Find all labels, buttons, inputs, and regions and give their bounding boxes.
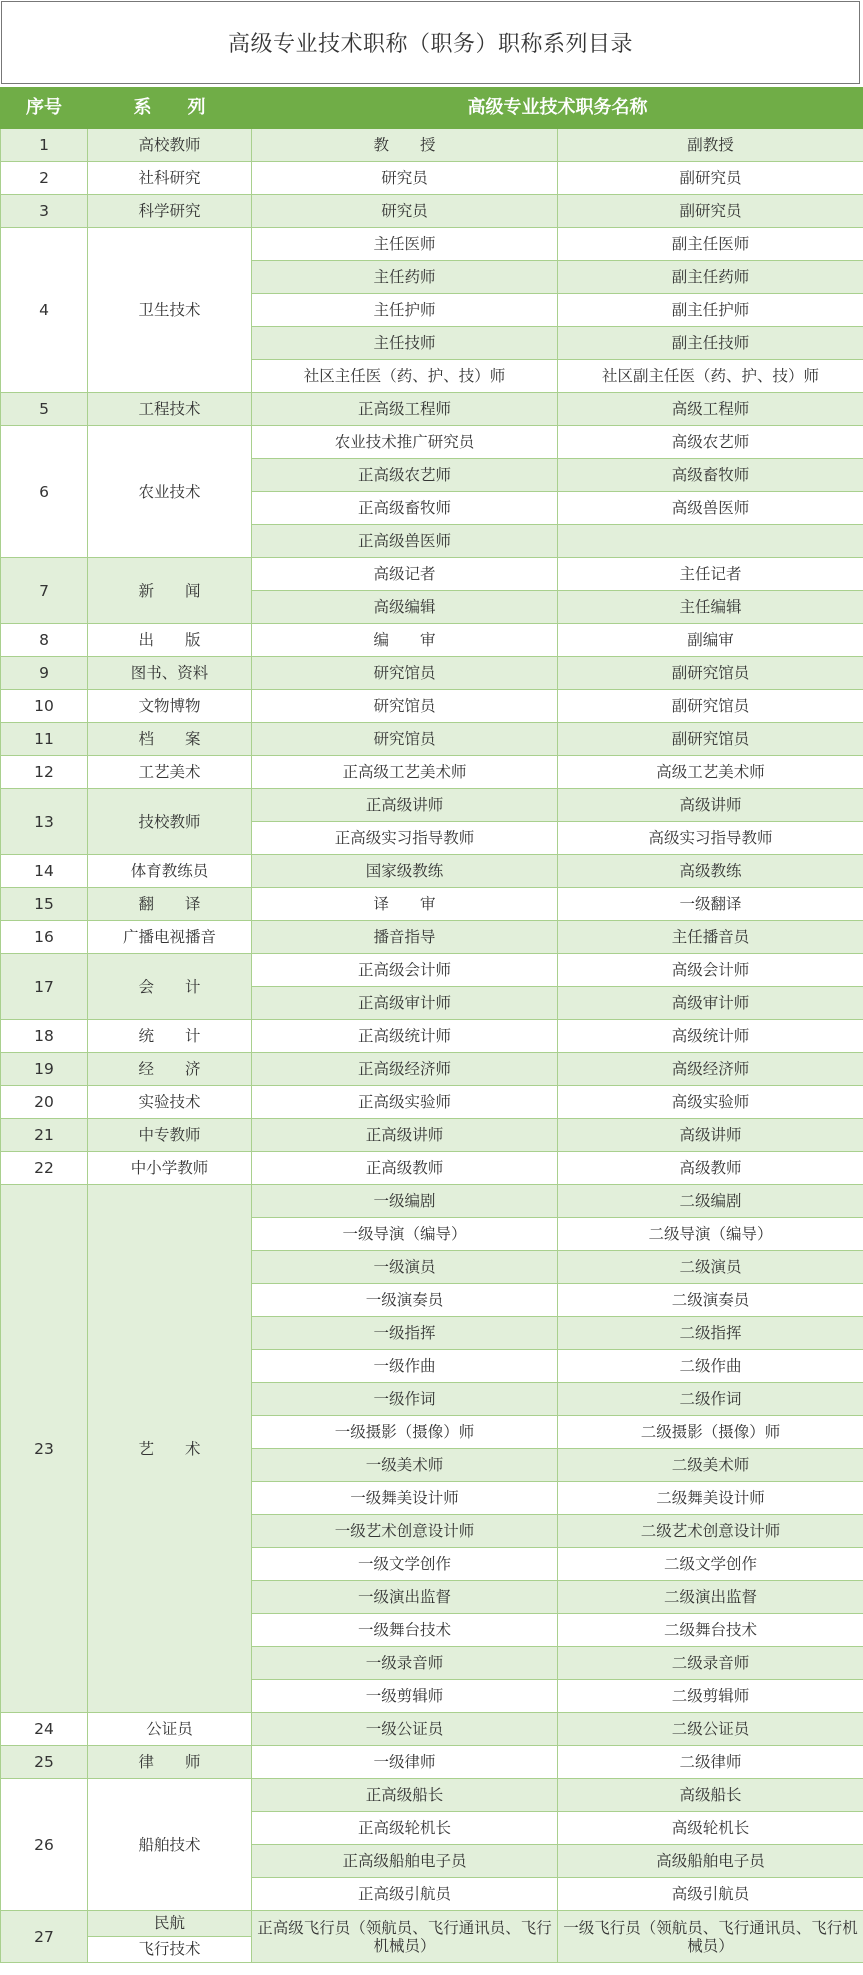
- table-row: [1, 1185, 863, 1218]
- table-row: [1, 393, 863, 426]
- seq-cell: 14: [1, 855, 88, 888]
- series-cell: 技校教师: [88, 789, 252, 855]
- senior-title-cell: 一级录音师: [252, 1647, 558, 1680]
- associate-title-cell: 副主任医师: [558, 228, 863, 261]
- associate-title-cell: 主任播音员: [558, 921, 863, 954]
- senior-title-cell: 一级作词: [252, 1383, 558, 1416]
- associate-title-cell: 高级船舶电子员: [558, 1845, 863, 1878]
- associate-title-cell: 主任记者: [558, 558, 863, 591]
- table-row: [1, 1119, 863, 1152]
- table-row: [1, 855, 863, 888]
- senior-title-cell: 正高级轮机长: [252, 1812, 558, 1845]
- series-cell: 中专教师: [88, 1119, 252, 1152]
- senior-title-cell: 一级导演（编导）: [252, 1218, 558, 1251]
- associate-title-cell: 二级舞台技术: [558, 1614, 863, 1647]
- series-cell: 中小学教师: [88, 1152, 252, 1185]
- series-cell: 高校教师: [88, 129, 252, 162]
- senior-title-cell: 教 授: [252, 129, 558, 162]
- header-series: 系 列: [88, 88, 252, 129]
- series-cell: 工艺美术: [88, 756, 252, 789]
- associate-title-cell: 副主任药师: [558, 261, 863, 294]
- table-row: [1, 1086, 863, 1119]
- senior-title-cell: 研究馆员: [252, 723, 558, 756]
- table-row: [1, 1746, 863, 1779]
- seq-cell: 8: [1, 624, 88, 657]
- associate-title-cell: 高级工艺美术师: [558, 756, 863, 789]
- associate-title-cell: 一级飞行员（领航员、飞行通讯员、飞行机械员）: [558, 1911, 863, 1963]
- table-header-row: [1, 88, 863, 129]
- table-row: [1, 954, 863, 987]
- series-cell: 会 计: [88, 954, 252, 1020]
- seq-cell: 13: [1, 789, 88, 855]
- associate-title-cell: 高级统计师: [558, 1020, 863, 1053]
- associate-title-cell: 高级畜牧师: [558, 459, 863, 492]
- associate-title-cell: 高级轮机长: [558, 1812, 863, 1845]
- series-cell: 出 版: [88, 624, 252, 657]
- series-cell: 卫生技术: [88, 228, 252, 393]
- seq-cell: 5: [1, 393, 88, 426]
- seq-cell: 9: [1, 657, 88, 690]
- senior-title-cell: 正高级教师: [252, 1152, 558, 1185]
- seq-cell: 25: [1, 1746, 88, 1779]
- senior-title-cell: 正高级会计师: [252, 954, 558, 987]
- associate-title-cell: 二级舞美设计师: [558, 1482, 863, 1515]
- associate-title-cell: 高级实习指导教师: [558, 822, 863, 855]
- associate-title-cell: 二级演出监督: [558, 1581, 863, 1614]
- senior-title-cell: 一级舞台技术: [252, 1614, 558, 1647]
- table-row: [1, 1053, 863, 1086]
- senior-title-cell: 研究员: [252, 195, 558, 228]
- senior-title-cell: 正高级飞行员（领航员、飞行通讯员、飞行机械员）: [252, 1911, 558, 1963]
- seq-cell: 7: [1, 558, 88, 624]
- senior-title-cell: 正高级审计师: [252, 987, 558, 1020]
- senior-title-cell: 编 审: [252, 624, 558, 657]
- senior-title-cell: 一级演出监督: [252, 1581, 558, 1614]
- senior-title-cell: 正高级经济师: [252, 1053, 558, 1086]
- seq-cell: 6: [1, 426, 88, 558]
- senior-title-cell: 一级剪辑师: [252, 1680, 558, 1713]
- page-title: 高级专业技术职称（职务）职称系列目录: [1, 1, 860, 84]
- series-cell: 船舶技术: [88, 1779, 252, 1911]
- senior-title-cell: 一级演员: [252, 1251, 558, 1284]
- seq-cell: 2: [1, 162, 88, 195]
- senior-title-cell: 研究员: [252, 162, 558, 195]
- senior-title-cell: 正高级实验师: [252, 1086, 558, 1119]
- table-row: [1, 789, 863, 822]
- associate-title-cell: 高级会计师: [558, 954, 863, 987]
- associate-title-cell: 副研究馆员: [558, 723, 863, 756]
- associate-title-cell: 二级公证员: [558, 1713, 863, 1746]
- associate-title-cell: 二级剪辑师: [558, 1680, 863, 1713]
- senior-title-cell: 主任护师: [252, 294, 558, 327]
- series-cell: 社科研究: [88, 162, 252, 195]
- seq-cell: 4: [1, 228, 88, 393]
- table-row: [1, 1911, 863, 1963]
- series-line: 飞行技术: [88, 1936, 251, 1962]
- table-row: [1, 162, 863, 195]
- seq-cell: 22: [1, 1152, 88, 1185]
- senior-title-cell: 研究馆员: [252, 657, 558, 690]
- senior-title-cell: 正高级引航员: [252, 1878, 558, 1911]
- associate-title-cell: 副研究员: [558, 195, 863, 228]
- associate-title-cell: 二级摄影（摄像）师: [558, 1416, 863, 1449]
- senior-title-cell: 正高级实习指导教师: [252, 822, 558, 855]
- series-cell: 新 闻: [88, 558, 252, 624]
- seq-cell: 24: [1, 1713, 88, 1746]
- associate-title-cell: 二级演员: [558, 1251, 863, 1284]
- senior-title-cell: 正高级讲师: [252, 789, 558, 822]
- series-cell: 翻 译: [88, 888, 252, 921]
- seq-cell: 18: [1, 1020, 88, 1053]
- header-position-names: 高级专业技术职务名称: [252, 88, 863, 129]
- seq-cell: 27: [1, 1911, 88, 1963]
- senior-title-cell: 主任医师: [252, 228, 558, 261]
- senior-title-cell: 国家级教练: [252, 855, 558, 888]
- senior-title-cell: 高级记者: [252, 558, 558, 591]
- senior-title-cell: 正高级统计师: [252, 1020, 558, 1053]
- associate-title-cell: 高级实验师: [558, 1086, 863, 1119]
- senior-title-cell: 正高级工艺美术师: [252, 756, 558, 789]
- associate-title-cell: 副研究馆员: [558, 657, 863, 690]
- associate-title-cell: 高级教练: [558, 855, 863, 888]
- table-row: [1, 1713, 863, 1746]
- senior-title-cell: 一级公证员: [252, 1713, 558, 1746]
- series-cell: 农业技术: [88, 426, 252, 558]
- associate-title-cell: 二级演奏员: [558, 1284, 863, 1317]
- senior-title-cell: 一级作曲: [252, 1350, 558, 1383]
- seq-cell: 19: [1, 1053, 88, 1086]
- seq-cell: 12: [1, 756, 88, 789]
- associate-title-cell: 副研究馆员: [558, 690, 863, 723]
- seq-cell: 16: [1, 921, 88, 954]
- associate-title-cell: 二级律师: [558, 1746, 863, 1779]
- senior-title-cell: 主任药师: [252, 261, 558, 294]
- senior-title-cell: 播音指导: [252, 921, 558, 954]
- senior-title-cell: 社区主任医（药、护、技）师: [252, 360, 558, 393]
- associate-title-cell: 高级兽医师: [558, 492, 863, 525]
- series-cell: 经 济: [88, 1053, 252, 1086]
- associate-title-cell: 高级船长: [558, 1779, 863, 1812]
- seq-cell: 26: [1, 1779, 88, 1911]
- series-cell: 图书、资料: [88, 657, 252, 690]
- associate-title-cell: 高级农艺师: [558, 426, 863, 459]
- table-row: [1, 888, 863, 921]
- associate-title-cell: 副教授: [558, 129, 863, 162]
- table-row: [1, 723, 863, 756]
- senior-title-cell: 正高级农艺师: [252, 459, 558, 492]
- table-row: [1, 195, 863, 228]
- associate-title-cell: 主任编辑: [558, 591, 863, 624]
- associate-title-cell: 二级编剧: [558, 1185, 863, 1218]
- seq-cell: 23: [1, 1185, 88, 1713]
- senior-title-cell: 一级美术师: [252, 1449, 558, 1482]
- seq-cell: 1: [1, 129, 88, 162]
- associate-title-cell: 高级讲师: [558, 789, 863, 822]
- associate-title-cell: 高级教师: [558, 1152, 863, 1185]
- title-series-table: [0, 87, 863, 1963]
- associate-title-cell: 高级讲师: [558, 1119, 863, 1152]
- senior-title-cell: 一级演奏员: [252, 1284, 558, 1317]
- series-cell: [88, 1911, 252, 1963]
- table-row: [1, 1020, 863, 1053]
- seq-cell: 10: [1, 690, 88, 723]
- associate-title-cell: 二级美术师: [558, 1449, 863, 1482]
- senior-title-cell: 一级艺术创意设计师: [252, 1515, 558, 1548]
- series-cell: 体育教练员: [88, 855, 252, 888]
- associate-title-cell: 二级艺术创意设计师: [558, 1515, 863, 1548]
- senior-title-cell: 正高级畜牧师: [252, 492, 558, 525]
- seq-cell: 3: [1, 195, 88, 228]
- senior-title-cell: 高级编辑: [252, 591, 558, 624]
- table-row: [1, 1779, 863, 1812]
- associate-title-cell: 高级审计师: [558, 987, 863, 1020]
- header-seq: 序号: [1, 88, 88, 129]
- associate-title-cell: 副研究员: [558, 162, 863, 195]
- series-cell: 档 案: [88, 723, 252, 756]
- senior-title-cell: 主任技师: [252, 327, 558, 360]
- associate-title-cell: 二级指挥: [558, 1317, 863, 1350]
- seq-cell: 11: [1, 723, 88, 756]
- senior-title-cell: 一级摄影（摄像）师: [252, 1416, 558, 1449]
- senior-title-cell: 正高级讲师: [252, 1119, 558, 1152]
- series-cell: 艺 术: [88, 1185, 252, 1713]
- series-cell: 律 师: [88, 1746, 252, 1779]
- series-cell: 文物博物: [88, 690, 252, 723]
- associate-title-cell: 二级作词: [558, 1383, 863, 1416]
- senior-title-cell: 正高级船舶电子员: [252, 1845, 558, 1878]
- associate-title-cell: 一级翻译: [558, 888, 863, 921]
- table-row: [1, 1152, 863, 1185]
- seq-cell: 17: [1, 954, 88, 1020]
- table-row: [1, 426, 863, 459]
- table-row: [1, 690, 863, 723]
- table-row: [1, 558, 863, 591]
- table-row: [1, 657, 863, 690]
- seq-cell: 21: [1, 1119, 88, 1152]
- senior-title-cell: 一级编剧: [252, 1185, 558, 1218]
- table-body: [1, 129, 863, 1963]
- associate-title-cell: 高级经济师: [558, 1053, 863, 1086]
- series-cell: 工程技术: [88, 393, 252, 426]
- seq-cell: 20: [1, 1086, 88, 1119]
- table-row: [1, 921, 863, 954]
- senior-title-cell: 正高级兽医师: [252, 525, 558, 558]
- associate-title-cell: 副主任技师: [558, 327, 863, 360]
- associate-title-cell: 社区副主任医（药、护、技）师: [558, 360, 863, 393]
- associate-title-cell: 高级引航员: [558, 1878, 863, 1911]
- associate-title-cell: 高级工程师: [558, 393, 863, 426]
- senior-title-cell: 一级舞美设计师: [252, 1482, 558, 1515]
- series-cell: 统 计: [88, 1020, 252, 1053]
- seq-cell: 15: [1, 888, 88, 921]
- senior-title-cell: 正高级工程师: [252, 393, 558, 426]
- associate-title-cell: 二级文学创作: [558, 1548, 863, 1581]
- senior-title-cell: 译 审: [252, 888, 558, 921]
- series-line: 民航: [88, 1911, 251, 1936]
- table-row: [1, 228, 863, 261]
- senior-title-cell: 一级指挥: [252, 1317, 558, 1350]
- table-row: [1, 756, 863, 789]
- table-row: [1, 129, 863, 162]
- associate-title-cell: 副主任护师: [558, 294, 863, 327]
- senior-title-cell: 农业技术推广研究员: [252, 426, 558, 459]
- series-cell: 公证员: [88, 1713, 252, 1746]
- senior-title-cell: 一级律师: [252, 1746, 558, 1779]
- series-cell: 科学研究: [88, 195, 252, 228]
- series-cell: 实验技术: [88, 1086, 252, 1119]
- table-row: [1, 624, 863, 657]
- senior-title-cell: 正高级船长: [252, 1779, 558, 1812]
- senior-title-cell: 研究馆员: [252, 690, 558, 723]
- associate-title-cell: 二级录音师: [558, 1647, 863, 1680]
- associate-title-cell: 副编审: [558, 624, 863, 657]
- associate-title-cell: 二级导演（编导）: [558, 1218, 863, 1251]
- associate-title-cell: [558, 525, 863, 558]
- senior-title-cell: 一级文学创作: [252, 1548, 558, 1581]
- associate-title-cell: 二级作曲: [558, 1350, 863, 1383]
- series-cell: 广播电视播音: [88, 921, 252, 954]
